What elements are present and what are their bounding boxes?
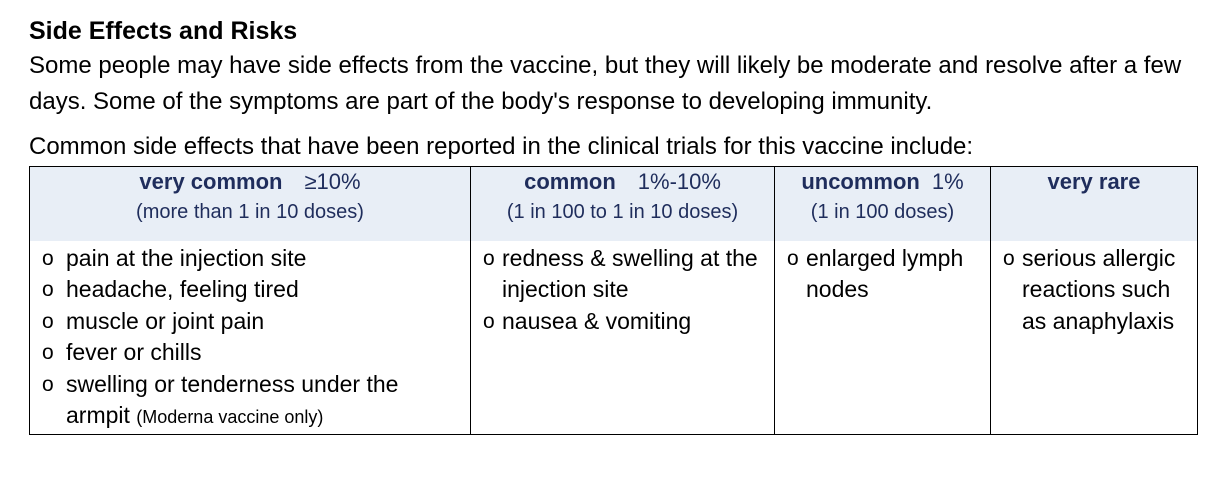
- header-common: [471, 167, 775, 241]
- bullet-marker: o: [483, 309, 495, 333]
- item-text: nausea & vomiting: [502, 307, 692, 334]
- list-item: [1003, 243, 1191, 338]
- list-item: [42, 274, 464, 306]
- item-text: enlarged lymph nodes: [806, 244, 964, 302]
- intro-paragraph: Some people may have side effects from the vaccine, but they will likely be moderate and resolve after a few days. Some of the symptoms are part of the body's response to developing immunity.: [29, 52, 1182, 115]
- item-text: serious allergic reactions such as anaphylaxis: [1022, 244, 1176, 334]
- list-item: [42, 369, 464, 434]
- side-effects-section: [29, 14, 1199, 435]
- list-item: [42, 243, 464, 275]
- side-effect-list: [471, 241, 774, 338]
- cell-uncommon: [775, 241, 991, 435]
- side-effect-list: [775, 241, 990, 306]
- bullet-marker: o: [42, 278, 54, 301]
- header-very-common: [30, 167, 471, 241]
- header-name: common: [524, 169, 616, 194]
- bullet-marker: o: [1003, 246, 1015, 270]
- header-very-rare: [991, 167, 1198, 241]
- table-body-row: [30, 241, 1198, 435]
- list-item: [483, 306, 768, 338]
- side-effect-list: [30, 241, 470, 434]
- header-percent: 1%: [931, 169, 964, 194]
- table-lead-text: Common side effects that have been reported in the clinical trials for this vaccine include:: [29, 133, 974, 160]
- item-text: redness & swelling at the injection site: [502, 244, 758, 302]
- side-effect-list: [991, 241, 1197, 338]
- header-percent: ≥10%: [304, 169, 361, 194]
- list-item: [42, 306, 464, 338]
- table-header-row: [30, 167, 1198, 241]
- header-name: uncommon: [801, 169, 920, 194]
- header-subtitle: (1 in 100 doses): [810, 201, 955, 223]
- bullet-marker: o: [483, 246, 495, 270]
- header-name: very rare: [1047, 169, 1141, 194]
- header-name: very common: [139, 169, 283, 194]
- list-item: [787, 243, 984, 306]
- header-subtitle: (more than 1 in 10 doses): [136, 201, 364, 223]
- list-item: [42, 337, 464, 369]
- bullet-marker: o: [42, 372, 54, 396]
- bullet-marker: o: [787, 246, 799, 270]
- cell-very-common: [30, 241, 471, 435]
- header-subtitle: (1 in 100 to 1 in 10 doses): [506, 201, 739, 223]
- item-text: swelling or tenderness under the armpit: [66, 370, 399, 428]
- side-effects-table: [29, 166, 1198, 435]
- item-text: headache, feeling tired: [66, 276, 299, 302]
- header-uncommon: [775, 167, 991, 241]
- section-heading: Side Effects and Risks: [29, 17, 298, 45]
- cell-very-rare: [991, 241, 1198, 435]
- item-text: pain at the injection site: [66, 244, 307, 271]
- item-text: muscle or joint pain: [66, 307, 265, 334]
- bullet-marker: o: [42, 309, 54, 333]
- item-note: (Moderna vaccine only): [136, 407, 324, 427]
- header-percent: 1%-10%: [637, 169, 721, 194]
- bullet-marker: o: [42, 246, 54, 270]
- list-item: [483, 243, 768, 306]
- cell-common: [471, 241, 775, 435]
- bullet-marker: o: [42, 341, 54, 364]
- item-text: fever or chills: [66, 339, 202, 365]
